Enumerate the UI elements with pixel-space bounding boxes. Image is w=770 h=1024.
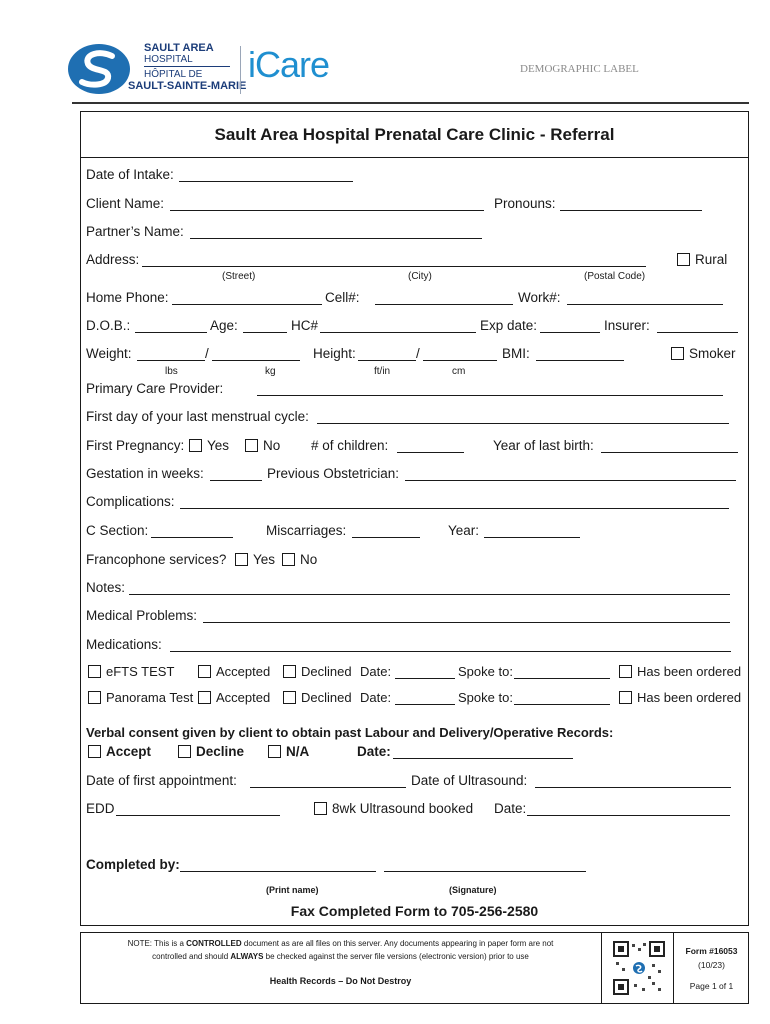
hospital-name-en-2: HOSPITAL [144,54,193,65]
notes-label: Notes: [86,580,126,595]
consent-decline-label: Decline [196,744,245,759]
pronouns-field[interactable] [560,210,702,211]
efts-checkbox[interactable] [88,665,101,678]
notes-field[interactable] [129,594,730,595]
date-of-intake-label: Date of Intake: [86,167,174,182]
ultrasound-booked-checkbox[interactable] [314,802,327,815]
num-children-label: # of children: [311,438,389,453]
medical-problems-field[interactable] [203,622,730,623]
efts-accepted-checkbox[interactable] [198,665,211,678]
hospital-swirl-icon [66,42,132,96]
francophone-label: Francophone services? [86,552,227,567]
exp-date-field[interactable] [540,332,600,333]
header-rule [72,102,749,104]
ultrasound-booked-label: 8wk Ultrasound booked [332,801,474,816]
postal-code-caption: (Postal Code) [584,271,646,282]
miscarriages-field[interactable] [352,537,420,538]
first-pregnancy-no-label: No [263,438,281,453]
bmi-label: BMI: [502,346,530,361]
completed-by-print-field[interactable] [180,871,376,872]
consent-decline-checkbox[interactable] [178,745,191,758]
footer-divider-1 [601,932,602,1004]
panorama-checkbox[interactable] [88,691,101,704]
signature-caption: (Signature) [449,885,497,895]
date-ultrasound-field[interactable] [535,787,731,788]
consent-na-checkbox[interactable] [268,745,281,758]
home-phone-label: Home Phone: [86,290,169,305]
panorama-spoke-to-label: Spoke to: [458,690,513,705]
hc-field[interactable] [320,332,476,333]
note-1c: document as are all files on this server. Any documents appearing in paper form are not [241,939,554,948]
qr-code-icon [612,940,666,996]
hc-label: HC# [291,318,319,333]
health-records-note: Health Records – Do Not Destroy [269,976,412,986]
consent-date-label: Date: [357,744,391,759]
cell-label: Cell#: [325,290,360,305]
client-name-label: Client Name: [86,196,165,211]
efts-declined-checkbox[interactable] [283,665,296,678]
smoker-label: Smoker [689,346,736,361]
weight-kg-field[interactable] [212,360,300,361]
efts-spoke-to-label: Spoke to: [458,664,513,679]
note-1b: CONTROLLED [186,939,242,948]
panorama-date-field[interactable] [395,704,455,705]
bmi-field[interactable] [536,360,624,361]
print-name-caption: (Print name) [266,885,319,895]
insurer-label: Insurer: [604,318,650,333]
panorama-accepted-label: Accepted [216,690,271,705]
year-field[interactable] [484,537,580,538]
completed-by-label: Completed by: [86,857,180,872]
height-ftin-field[interactable] [358,360,416,361]
medications-label: Medications: [86,637,162,652]
consent-date-field[interactable] [393,758,573,759]
miscarriages-label: Miscarriages: [266,523,347,538]
edd-field[interactable] [116,815,280,816]
efts-ordered-checkbox[interactable] [619,665,632,678]
note-2a: controlled and should [152,952,231,961]
note-1a: NOTE: This is a [127,939,187,948]
complications-field[interactable] [180,508,729,509]
prev-obstetrician-field[interactable] [405,480,736,481]
francophone-no-checkbox[interactable] [282,553,295,566]
efts-date-label: Date: [360,664,392,679]
hospital-name-en-1: SAULT AREA [144,42,214,54]
street-caption: (Street) [222,271,256,282]
age-field[interactable] [243,332,287,333]
consent-accept-label: Accept [106,744,152,759]
age-label: Age: [210,318,238,333]
ultrasound-date-label: Date: [494,801,527,816]
weight-label: Weight: [86,346,132,361]
form-date: (10/23) [698,960,725,970]
efts-accepted-label: Accepted [216,664,271,679]
sault-area-hospital-logo [66,42,247,98]
insurer-field[interactable] [657,332,738,333]
controlled-document-note [82,937,599,963]
efts-spoke-to-field[interactable] [514,678,610,679]
complications-label: Complications: [86,494,175,509]
lmp-label: First day of your last menstrual cycle: [86,409,309,424]
consent-statement: Verbal consent given by client to obtain past Labour and Delivery/Operative Records: [86,725,614,740]
ultrasound-date-field[interactable] [527,815,730,816]
panorama-label: Panorama Test [106,690,194,705]
year-last-birth-field[interactable] [601,452,738,453]
efts-declined-label: Declined [301,664,352,679]
year-last-birth-label: Year of last birth: [493,438,594,453]
year-label: Year: [448,523,480,538]
height-cm-field[interactable] [423,360,497,361]
medications-field[interactable] [170,651,731,652]
panorama-date-label: Date: [360,690,392,705]
rural-checkbox[interactable] [677,253,690,266]
city-caption: (City) [408,271,432,282]
date-ultrasound-label: Date of Ultrasound: [411,773,528,788]
form-number: Form #16053 [685,946,738,956]
fax-instruction: Fax Completed Form to 705-256-2580 [290,903,539,919]
consent-accept-checkbox[interactable] [88,745,101,758]
cm-caption: cm [452,366,466,377]
primary-care-field[interactable] [257,395,723,396]
hospital-name-fr-1: HÔPITAL DE [144,69,203,80]
partner-name-label: Partner’s Name: [86,224,184,239]
first-pregnancy-yes-checkbox[interactable] [189,439,202,452]
lmp-field[interactable] [317,423,729,424]
work-field[interactable] [567,304,723,305]
dob-field[interactable] [135,332,207,333]
height-label: Height: [313,346,356,361]
logo-divider [144,66,230,67]
panorama-accepted-checkbox[interactable] [198,691,211,704]
weight-lbs-field[interactable] [137,360,205,361]
form-title: Sault Area Hospital Prenatal Care Clinic - Referral [214,125,615,144]
client-name-field[interactable] [170,210,484,211]
efts-label: eFTS TEST [106,664,175,679]
logo-separator [240,46,241,94]
c-section-field[interactable] [151,537,233,538]
cell-field[interactable] [375,304,513,305]
weight-slash: / [205,346,209,361]
edd-label: EDD [86,801,115,816]
efts-date-field[interactable] [395,678,455,679]
pronouns-label: Pronouns: [494,196,556,211]
address-label: Address: [86,252,140,267]
primary-care-label: Primary Care Provider: [86,381,224,396]
first-appointment-field[interactable] [250,787,406,788]
gestation-label: Gestation in weeks: [86,466,204,481]
note-2b: ALWAYS [230,952,264,961]
note-line-1 [82,937,599,950]
address-field[interactable] [142,266,646,267]
prev-obstetrician-label: Previous Obstetrician: [267,466,400,481]
first-appointment-label: Date of first appointment: [86,773,237,788]
ftin-caption: ft/in [374,366,391,377]
panorama-ordered-checkbox[interactable] [619,691,632,704]
date-of-intake-field[interactable] [179,181,353,182]
home-phone-field[interactable] [172,304,322,305]
c-section-label: C Section: [86,523,149,538]
completed-by-signature-field[interactable] [384,871,586,872]
francophone-yes-label: Yes [253,552,276,567]
francophone-no-label: No [300,552,318,567]
height-slash: / [416,346,420,361]
note-line-2 [82,950,599,963]
hospital-name-fr-2: SAULT-SAINTE-MARIE [128,80,247,92]
dob-label: D.O.B.: [86,318,131,333]
first-pregnancy-label: First Pregnancy: [86,438,185,453]
medical-problems-label: Medical Problems: [86,608,198,623]
work-label: Work#: [518,290,561,305]
demographic-label: DEMOGRAPHIC LABEL [520,63,639,75]
num-children-field[interactable] [397,452,464,453]
consent-na-label: N/A [286,744,310,759]
francophone-yes-checkbox[interactable] [235,553,248,566]
gestation-field[interactable] [210,480,262,481]
note-2c: be checked against the server file versions (electronic version) prior to use [263,952,529,961]
smoker-checkbox[interactable] [671,347,684,360]
efts-ordered-label: Has been ordered [637,664,742,679]
panorama-declined-label: Declined [301,690,352,705]
partner-name-field[interactable] [190,238,482,239]
panorama-spoke-to-field[interactable] [514,704,610,705]
first-pregnancy-no-checkbox[interactable] [245,439,258,452]
icare-logo: iCare [248,44,330,85]
panorama-declined-checkbox[interactable] [283,691,296,704]
first-pregnancy-yes-label: Yes [207,438,230,453]
panorama-ordered-label: Has been ordered [637,690,742,705]
page-number: Page 1 of 1 [689,981,734,991]
lbs-caption: lbs [165,366,178,377]
rural-label: Rural [695,252,728,267]
exp-date-label: Exp date: [480,318,538,333]
kg-caption: kg [265,366,276,377]
